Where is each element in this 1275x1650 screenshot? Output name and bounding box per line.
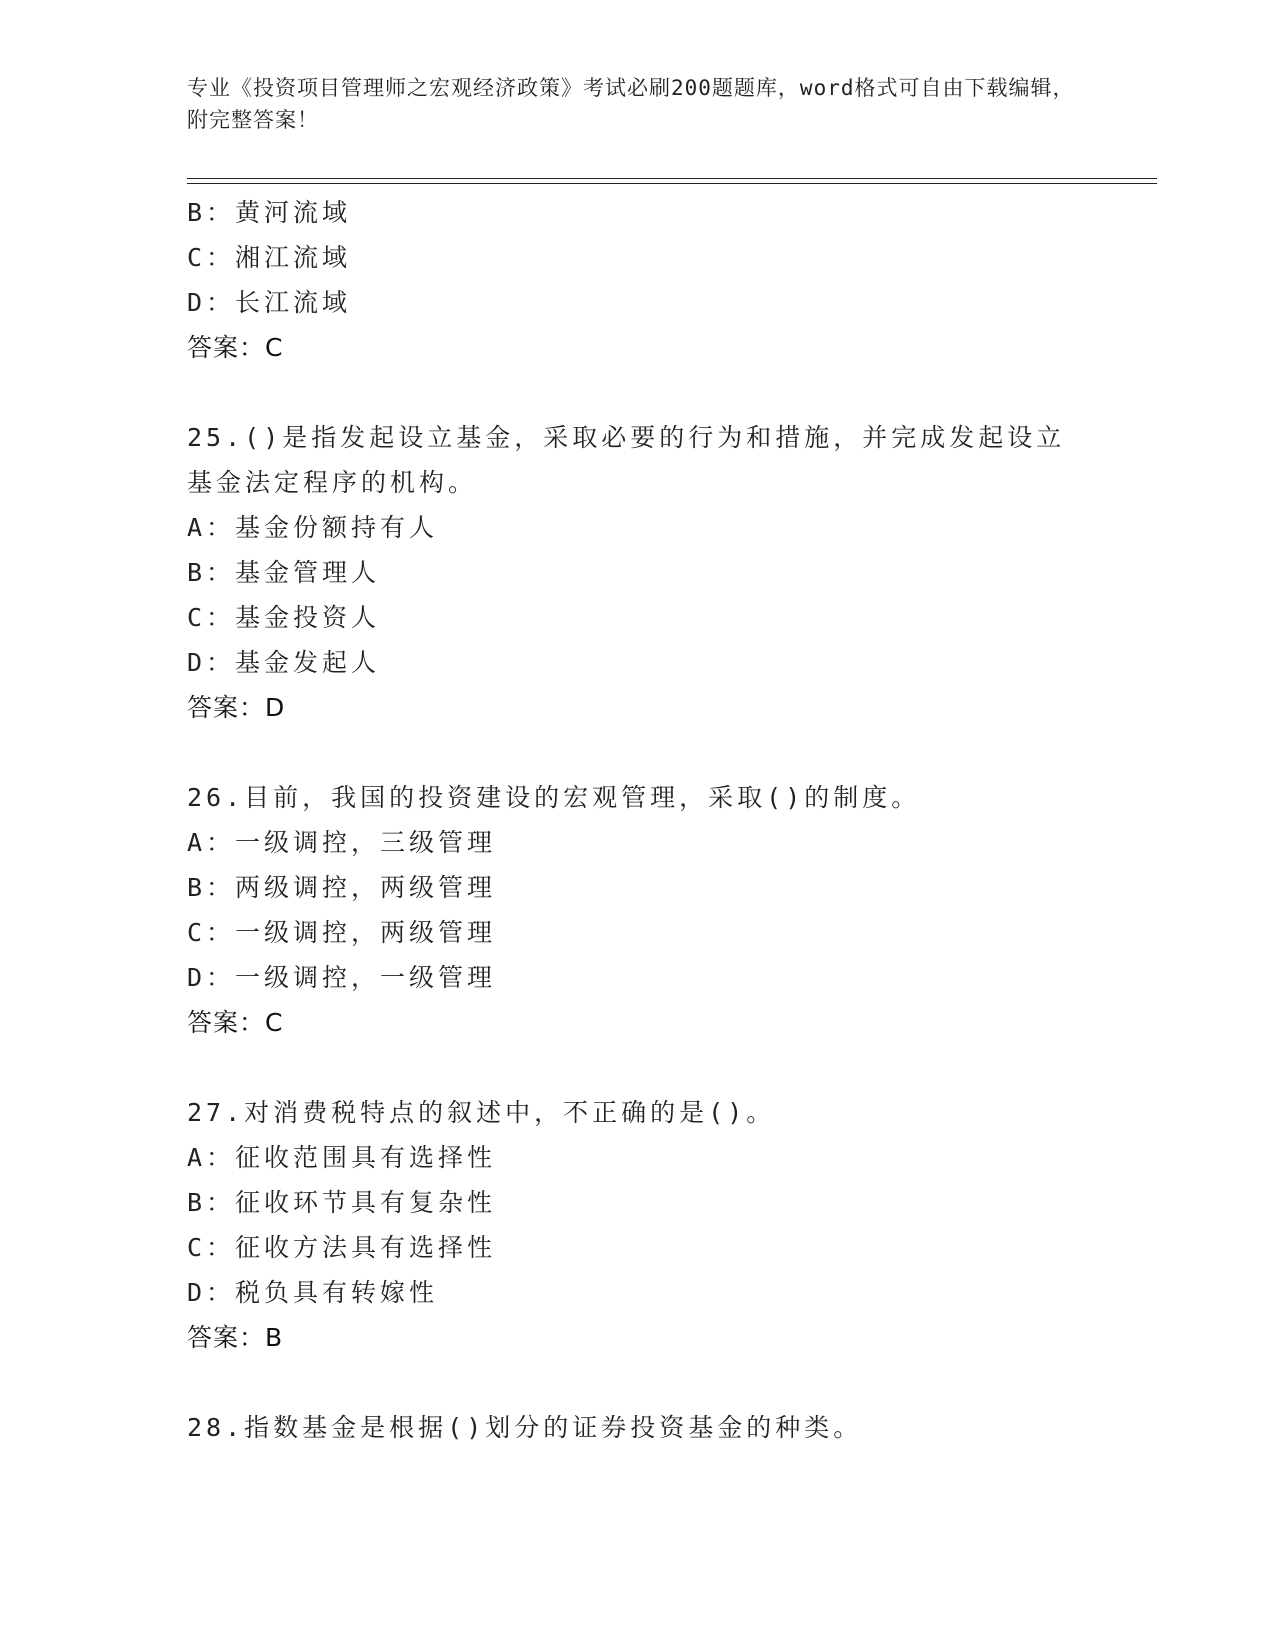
spacer: [187, 370, 1087, 415]
question-26: [187, 775, 1087, 1045]
option-a: A：一级调控，三级管理: [187, 828, 497, 857]
question-text: 26.目前，我国的投资建设的宏观管理，采取()的制度。: [187, 783, 921, 812]
document-body: [187, 190, 1087, 1450]
option-d: D：税负具有转嫁性: [187, 1278, 439, 1307]
header-rule-top: [187, 178, 1157, 179]
option-b: B：征收环节具有复杂性: [187, 1188, 497, 1217]
option-c: C：基金投资人: [187, 603, 381, 632]
option-c: C：征收方法具有选择性: [187, 1233, 497, 1262]
option-d: D：长江流域: [187, 288, 352, 317]
option-d: D：一级调控，一级管理: [187, 963, 497, 992]
question-text: 27.对消费税特点的叙述中，不正确的是()。: [187, 1098, 776, 1127]
document-header: 专业《投资项目管理师之宏观经济政策》考试必刷200题题库，word格式可自由下载编辑，附完整答案！: [187, 76, 1075, 132]
question-25: [187, 415, 1087, 730]
answer: 答案：B: [187, 1323, 284, 1352]
question-24-tail: [187, 190, 1087, 370]
answer: 答案：C: [187, 333, 284, 362]
option-a: A：征收范围具有选择性: [187, 1143, 497, 1172]
question-27: [187, 1090, 1087, 1360]
option-b: B：黄河流域: [187, 198, 352, 227]
option-b: B：两级调控，两级管理: [187, 873, 497, 902]
option-c: C：一级调控，两级管理: [187, 918, 497, 947]
answer: 答案：C: [187, 1008, 284, 1037]
question-28: [187, 1405, 1087, 1450]
option-d: D：基金发起人: [187, 648, 381, 677]
option-b: B：基金管理人: [187, 558, 381, 587]
option-c: C：湘江流域: [187, 243, 352, 272]
answer: 答案：D: [187, 693, 286, 722]
header-rule-bottom: [187, 183, 1157, 184]
option-a: A：基金份额持有人: [187, 513, 439, 542]
spacer: [187, 730, 1087, 775]
question-text: 28.指数基金是根据()划分的证券投资基金的种类。: [187, 1413, 863, 1442]
spacer: [187, 1045, 1087, 1090]
spacer: [187, 1360, 1087, 1405]
question-text: 25.()是指发起设立基金，采取必要的行为和措施，并完成发起设立基金法定程序的机构。: [187, 423, 1066, 497]
